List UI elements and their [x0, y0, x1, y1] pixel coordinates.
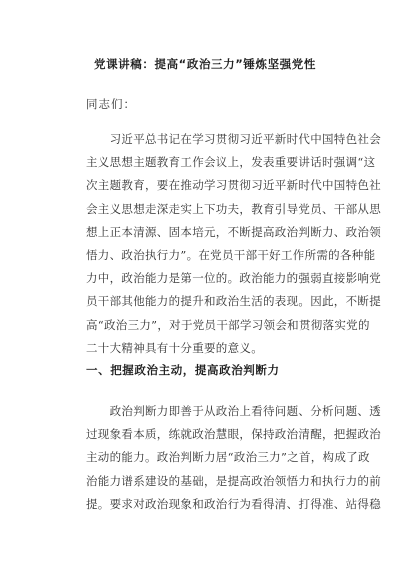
paragraph-line: 治能力谱系建设的基础，是提高政治领悟力和执行力的前 [86, 473, 381, 488]
paragraph-line: 主动的能力。政治判断力居“政治三力”之首，构成了政 [86, 450, 370, 465]
salutation: 同志们： [86, 97, 136, 111]
paragraph-line: 想上正本清源、固本培元，不断提高政治判断力、政治领 [86, 224, 381, 239]
paragraph-intro [86, 128, 381, 360]
paragraph-line: 次主题教育，要在推动学习贯彻习近平新时代中国特色社 [86, 178, 381, 193]
paragraph-section-one [86, 400, 381, 516]
paragraph-line: 高“政治三力”，对于党员干部学习领会和贯彻落实党的 [86, 317, 370, 332]
paragraph-line: 悟力、政治执行力”。在党员干部干好工作所需的各种能 [86, 247, 376, 262]
section-heading: 一、把握政治主动，提高政治判断力 [86, 363, 280, 377]
document-title: 党课讲稿：提高“政治三力”锤炼坚强党性 [93, 57, 316, 71]
paragraph-line: 提。要求对政治现象和政治行为看得清、打得准、站得稳 [86, 496, 381, 511]
paragraph-line: 员干部其他能力的提升和政治生活的表现。因此，不断提 [86, 294, 381, 309]
paragraph-line: 二十大精神具有十分重要的意义。 [86, 340, 263, 355]
paragraph-line: 会主义思想走深走实上下功夫，教育引导党员、干部从思 [86, 201, 381, 216]
paragraph-line: 习近平总书记在学习贯彻习近平新时代中国特色社会 [86, 132, 381, 146]
paragraph-line: 政治判断力即善于从政治上看待问题、分析问题、透 [86, 404, 381, 418]
paragraph-line: 过现象看本质，练就政治慧眼，保持政治清醒，把握政治 [86, 427, 381, 442]
paragraph-line: 力中，政治能力是第一位的。政治能力的强弱直接影响党 [86, 271, 381, 286]
paragraph-line: 主义思想主题教育工作会议上，发表重要讲话时强调“这 [86, 155, 376, 170]
